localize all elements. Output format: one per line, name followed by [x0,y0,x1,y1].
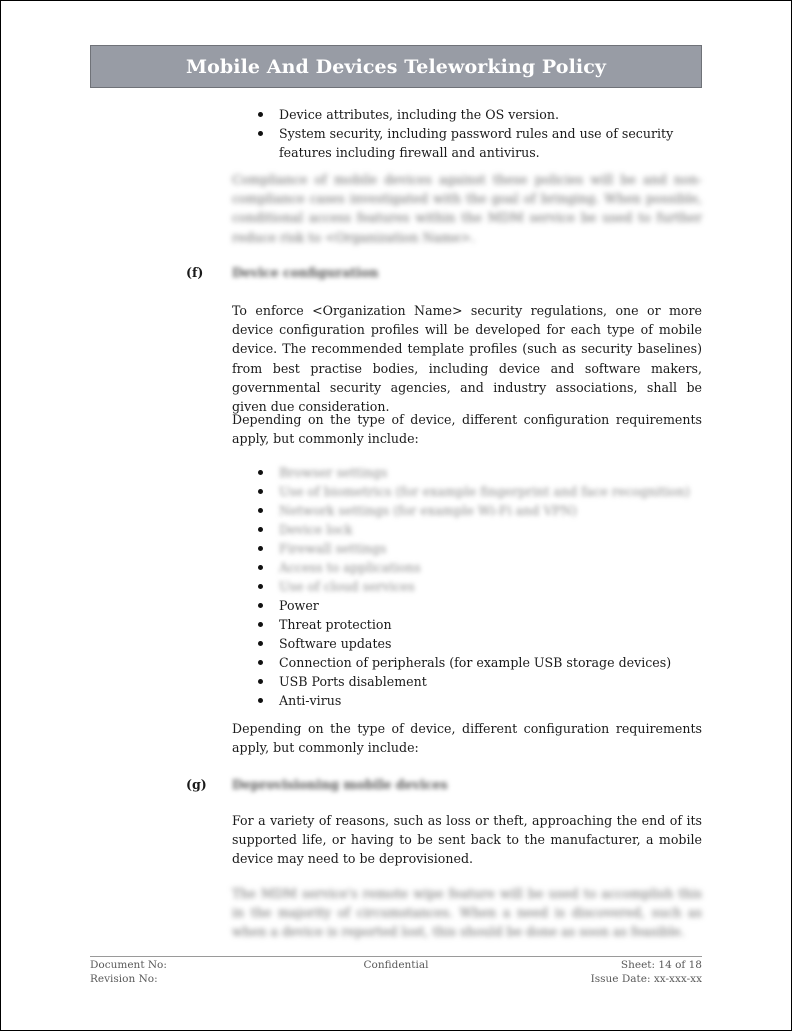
list-item: Anti-virus [255,691,705,710]
list-item: Use of biometrics (for example fingerprint and face recognition) [255,482,705,501]
section-g-paragraph-2: The MDM service's remote wipe feature will be used to accomplish this in the majority of circumstances. When a need is discovered, such as when a device is reported lost, this should be done as soon as feasible. [232,886,702,940]
revision-no-label: Revision No: [90,973,158,985]
list-item: Software updates [255,634,705,653]
list-item: Device attributes, including the OS version. [255,105,705,124]
compliance-paragraph: Compliance of mobile devices against these policies will be and non-compliance cases investigated with the goal of bringing. When possible, conditional access features within the MDM service be used to further reduce risk to <Organization Name>. [232,172,702,245]
list-item: Power [255,596,705,615]
document-title: Mobile And Devices Teleworking Policy [185,55,607,78]
issue-date: Issue Date: xx-xxx-xx [590,973,702,985]
list-item: System security, including password rules and use of security features including firewall and antivirus. [255,124,705,162]
section-heading-g: Deprovisioning mobile devices [232,777,448,792]
section-label-g: (g) [186,777,207,792]
list-item: Network settings (for example Wi-Fi and VPN) [255,501,705,520]
classification-label: Confidential [363,959,429,971]
list-item: USB Ports disablement [255,672,705,691]
footer-center [301,958,491,972]
footer-left [90,958,167,986]
sheet-number: Sheet: 14 of 18 [620,959,702,971]
config-list [255,596,705,710]
section-f-paragraph-2: Depending on the type of device, different configuration requirements apply, but commonly include: [232,412,702,447]
section-f-paragraph-1: To enforce <Organization Name> security regulations, one or more device configuration profiles will be developed for each type of mobile device. The recommended template profiles (such as security baselines) from best practise bodies, including device and software makers, governmental security agencies, and industry associations, shall be given due consideration. [232,303,702,415]
intro-bullet-list [255,105,705,162]
section-f-paragraph-3: Depending on the type of device, different configuration requirements apply, but commonly include: [232,721,702,756]
title-banner [90,45,702,88]
list-item: Connection of peripherals (for example USB storage devices) [255,653,705,672]
list-item: Firewall settings [255,539,705,558]
list-item: Use of cloud services [255,577,705,596]
footer-divider [90,956,702,957]
section-heading-f: Device configuration [232,265,379,280]
section-label-f: (f) [186,265,204,280]
list-item: Browser settings [255,463,705,482]
footer-right [491,958,702,986]
list-item: Access to applications [255,558,705,577]
list-item: Threat protection [255,615,705,634]
list-item: Device lock [255,520,705,539]
section-g-paragraph-1: For a variety of reasons, such as loss or theft, approaching the end of its supported life, or having to be sent back to the manufacturer, a mobile device may need to be deprovisioned. [232,813,702,867]
blurred-config-list [255,463,705,596]
document-no-label: Document No: [90,959,167,971]
